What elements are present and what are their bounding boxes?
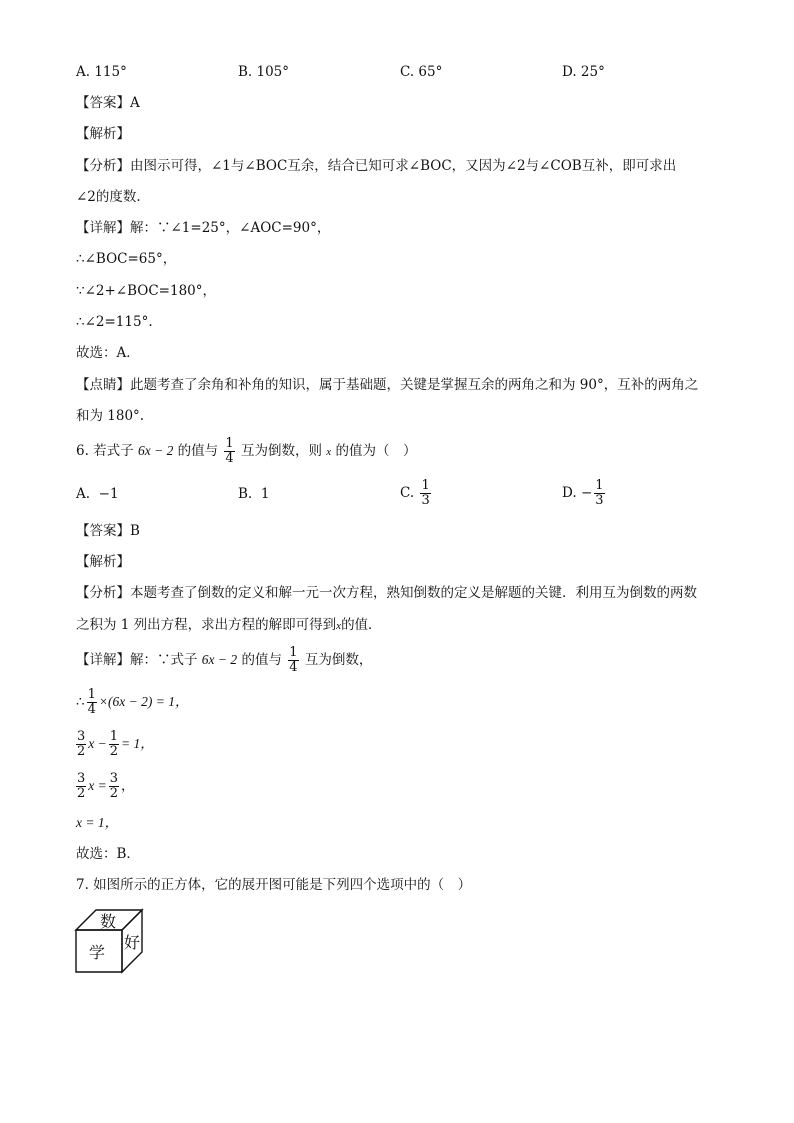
q6-stem-var: x — [326, 446, 332, 458]
option-value: −1 — [98, 486, 119, 502]
frac-denominator: 4 — [225, 451, 234, 466]
frac-denominator: 4 — [87, 702, 96, 717]
step-therefore: ∴ — [76, 694, 85, 710]
q5-option-c: C. 65° — [400, 64, 443, 80]
q6-stem-expr: 6x − 2 — [137, 443, 174, 458]
q6-stem — [76, 436, 416, 467]
detail-mid: 的值与 — [241, 652, 282, 668]
detail-fraction — [288, 646, 298, 675]
frac-numerator: 3 — [77, 771, 86, 786]
q5-detail-line1: 【详解】解：∵∠1=25°，∠AOC=90°， — [76, 220, 331, 236]
detail-pre: 【详解】解：∵式子 — [76, 652, 198, 668]
option-label: B. — [238, 486, 253, 502]
q6-detail-line — [76, 645, 372, 675]
q6-option-b — [238, 486, 269, 502]
frac-numerator: 1 — [595, 478, 604, 493]
q5-dianjing-line1: 【点睛】此题考查了余角和补角的知识，属于基础题，关键是掌握互余的两角之和为 90°，互补的两角之 — [76, 377, 699, 393]
q5-choose: 故选：A． — [76, 345, 140, 361]
step1-expr: ×(6x − 2) = 1， — [98, 694, 189, 709]
cube-top-label: 数 — [99, 912, 117, 931]
step2-fraction-a — [76, 730, 86, 759]
frac-denominator: 2 — [109, 786, 119, 801]
q6-stem-post-b: 的值为（ ） — [335, 443, 417, 459]
q6-stem-mid: 的值与 — [177, 443, 219, 459]
cube-front-label: 学 — [88, 943, 106, 962]
frac-denominator: 3 — [595, 493, 604, 508]
q5-detail-line4: ∴∠2=115°. — [76, 314, 153, 330]
frac-denominator: 2 — [77, 786, 86, 801]
step3-fraction-b — [109, 772, 119, 801]
q6-option-c — [400, 476, 433, 510]
step3-comma: ， — [121, 778, 135, 794]
q5-option-a: A. 115° — [76, 64, 127, 80]
frac-denominator: 3 — [421, 493, 430, 508]
frac-numerator: 1 — [109, 729, 119, 744]
step1-fraction — [87, 688, 97, 717]
fenxi-var: x — [336, 620, 342, 632]
option-label: D. — [562, 485, 577, 501]
frac-denominator: 2 — [77, 744, 86, 759]
cube-right-label: 好 — [123, 933, 141, 952]
option-value: 1 — [260, 486, 270, 502]
frac-numerator: 3 — [77, 729, 86, 744]
q5-detail-line2: ∴∠BOC=65°， — [76, 251, 177, 267]
q7-stem: 7. 如图所示的正方体，它的展开图可能是下列四个选项中的（ ） — [76, 877, 472, 893]
q6-step4: x = 1， — [76, 815, 119, 830]
q5-dianjing-line2: 和为 180°. — [76, 408, 145, 424]
option-fraction — [420, 479, 430, 508]
detail-post: 互为倒数， — [304, 652, 373, 668]
q6-fenxi-line1: 【分析】本题考查了倒数的定义和解一元一次方程，熟知倒数的定义是解题的关键．利用互为倒数的两数 — [76, 585, 697, 601]
q6-option-a — [76, 486, 119, 502]
q6-analysis-label: 【解析】 — [76, 554, 130, 570]
frac-numerator: 3 — [109, 771, 119, 786]
frac-denominator: 4 — [289, 660, 298, 675]
q5-fenxi-line1: 【分析】由图示可得，∠1与∠BOC互余，结合已知可求∠BOC，又因为∠2与∠COB互补，即可求出 — [76, 158, 677, 174]
q5-answer: 【答案】A — [76, 95, 140, 111]
q6-step2 — [76, 727, 154, 761]
frac-numerator: 1 — [87, 687, 96, 702]
fenxi-text: 之积为 1 列出方程，求出方程的解即可得到 — [76, 617, 337, 633]
step2-fraction-b — [109, 730, 119, 759]
q6-stem-fraction — [224, 437, 234, 466]
step2-result: = 1， — [121, 736, 154, 751]
q6-fenxi-line2 — [76, 617, 382, 634]
option-label: C. — [400, 485, 415, 501]
q5-detail-line3: ∵∠2+∠BOC=180°， — [76, 283, 217, 299]
q6-stem-pre: 6. 若式子 — [76, 443, 134, 459]
q6-answer: 【答案】B — [76, 523, 140, 539]
q7-cube-figure — [74, 908, 154, 976]
q6-step1 — [76, 685, 188, 719]
option-label: A. — [76, 486, 91, 502]
q6-option-d — [562, 476, 607, 510]
detail-expr: 6x − 2 — [201, 652, 238, 667]
frac-denominator: 2 — [109, 744, 119, 759]
frac-numerator: 1 — [225, 436, 234, 451]
step2-expr: x − — [88, 736, 107, 751]
q6-stem-post-a: 互为倒数，则 — [241, 443, 322, 459]
minus-sign: − — [580, 485, 593, 501]
fenxi-text-end: 的值． — [341, 617, 382, 633]
frac-numerator: 1 — [421, 478, 430, 493]
frac-numerator: 1 — [289, 645, 298, 660]
step3-fraction-a — [76, 772, 86, 801]
q5-option-b: B. 105° — [238, 64, 290, 80]
step3-expr: x = — [88, 778, 107, 793]
q5-analysis-label: 【解析】 — [76, 126, 130, 142]
option-fraction — [594, 479, 604, 508]
q6-step3 — [76, 769, 135, 803]
q5-fenxi-line2: ∠2的度数. — [76, 189, 141, 205]
q6-choose: 故选：B． — [76, 846, 140, 862]
q5-option-d: D. 25° — [562, 64, 605, 80]
